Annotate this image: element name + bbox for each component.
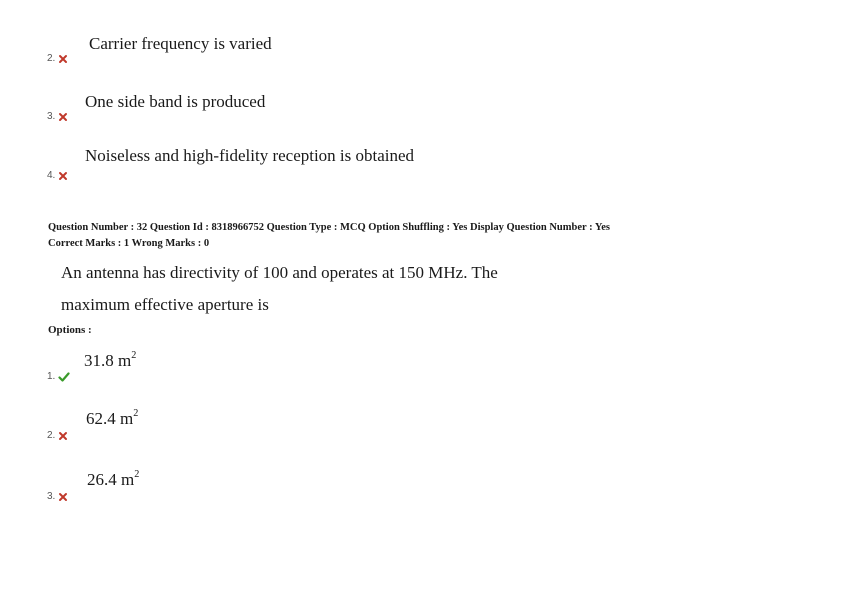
option-1-exponent: 2 xyxy=(131,350,137,362)
option-2-text xyxy=(86,409,138,429)
prev-option-2-text: Carrier frequency is varied xyxy=(89,34,272,53)
question-text-line1: An antenna has directivity of 100 and operates at 150 MHz. The xyxy=(61,263,498,282)
cross-icon xyxy=(58,431,68,441)
prev-option-4-text: Noiseless and high-fidelity reception is obtained xyxy=(85,146,415,165)
option-3-text xyxy=(87,470,139,490)
option-1-number: 1. xyxy=(47,371,70,382)
question-meta-line1: Question Number : 32 Question Id : 8318966752 Question Type : MCQ Option Shuffling : Yes Display Question Number : Yes xyxy=(48,222,611,233)
prev-option-4-number: 4. xyxy=(47,170,68,181)
option-3-exponent: 2 xyxy=(134,469,140,481)
options-label: Options : xyxy=(48,324,92,336)
question-text-line2: maximum effective aperture is xyxy=(61,295,269,314)
option-2-value: 62.4 m xyxy=(86,409,134,428)
prev-option-3-number: 3. xyxy=(47,111,68,122)
prev-option-2-number: 2. xyxy=(47,53,68,64)
question-meta-line2: Correct Marks : 1 Wrong Marks : 0 xyxy=(48,238,210,249)
cross-icon xyxy=(58,492,68,502)
prev-option-3-text: One side band is produced xyxy=(85,92,266,111)
option-3-value: 26.4 m xyxy=(87,470,135,489)
check-icon xyxy=(58,372,70,382)
cross-icon xyxy=(58,54,68,64)
option-2-exponent: 2 xyxy=(133,408,139,420)
cross-icon xyxy=(58,112,68,122)
option-1-value: 31.8 m xyxy=(84,351,132,370)
option-2-number: 2. xyxy=(47,430,68,441)
option-3-number: 3. xyxy=(47,491,68,502)
option-1-text xyxy=(84,351,136,371)
cross-icon xyxy=(58,171,68,181)
